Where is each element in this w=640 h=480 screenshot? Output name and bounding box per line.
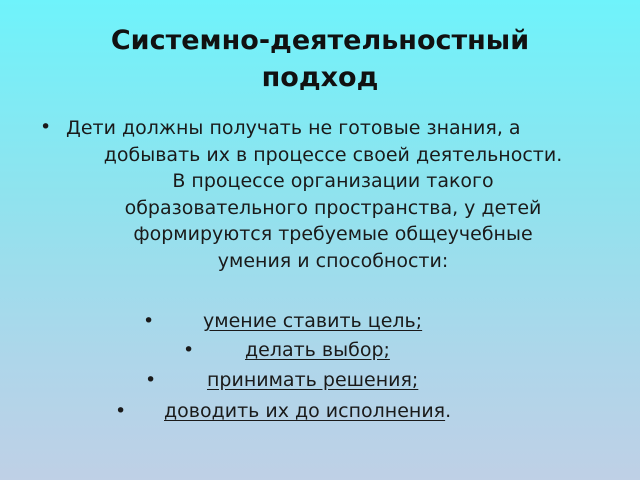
main-paragraph-line: В процессе организации такого: [172, 170, 494, 192]
skill-terminal-period: .: [445, 400, 452, 422]
main-paragraph-line: добывать их в процессе своей деятельности.: [103, 143, 563, 166]
main-paragraph: [58, 115, 608, 274]
slide-title: [0, 22, 640, 96]
skill-bullet-marker: •: [183, 339, 195, 361]
skill-text: умение ставить цель;: [203, 310, 423, 332]
slide-title-line-2: подход: [261, 62, 379, 93]
main-paragraph-line: Дети должны получать не готовые знания, а: [66, 117, 521, 139]
skill-list-item: [145, 369, 418, 391]
skill-text: делать выбор;: [245, 339, 390, 361]
skill-bullet-marker: •: [115, 400, 127, 422]
main-paragraph-line: умения и способности:: [217, 249, 449, 272]
skill-text: доводить их до исполнения: [164, 400, 446, 422]
skill-text: принимать решения;: [207, 369, 419, 391]
skill-list-item: [115, 400, 451, 422]
main-paragraph-line: формируются требуемые общеучебные: [133, 223, 533, 245]
main-bullet-marker: •: [40, 116, 52, 138]
skill-bullet-marker: •: [145, 369, 157, 391]
skill-bullet-marker: •: [143, 310, 155, 332]
skill-list-item: [183, 339, 390, 361]
slide-title-line-1: Системно-деятельностный: [110, 25, 530, 56]
main-paragraph-line: образовательного пространства, у детей: [124, 196, 542, 219]
skill-list-item: [143, 310, 422, 332]
